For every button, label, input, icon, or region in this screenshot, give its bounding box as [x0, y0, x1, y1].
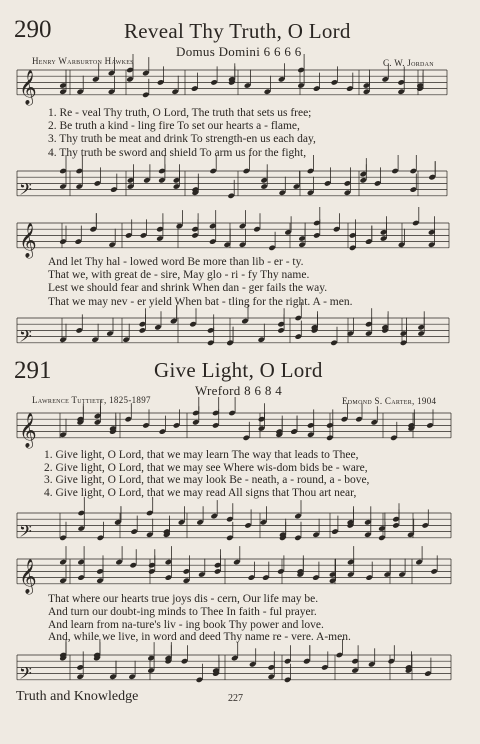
lyrics-block	[48, 256, 352, 309]
hymn-title: Reveal Thy Truth, O Lord	[124, 19, 351, 43]
lyrics-block	[44, 449, 369, 499]
lyric-line: 3. Thy truth be meat and drink To strength-en us each day,	[48, 133, 316, 146]
hymn-title: Give Light, O Lord	[154, 358, 323, 382]
lyrics-block	[48, 107, 316, 160]
lyric-line: 4. Thy truth be sword and shield To arm us for the fight,	[48, 146, 307, 159]
tune-name: Domus Domini 6 6 6 6	[176, 44, 302, 59]
bass-clef-icon: 𝄢	[19, 180, 32, 203]
lyric-line: 1. Re - veal Thy truth, O Lord, The truth that sets us free;	[48, 107, 312, 119]
lyric-line: And learn from na-ture's liv - ing book Thy power and love.	[48, 618, 324, 631]
composer-credit: Edmond S. Carter, 1904	[342, 396, 437, 406]
lyric-line: That where our hearts true joys dis - cern, Our life may be.	[48, 593, 319, 605]
author-credit: Lawrence Tuttiett, 1825-1897	[32, 395, 151, 405]
bass-clef-icon: 𝄢	[19, 522, 32, 545]
treble-clef-icon: 𝄞	[19, 559, 37, 593]
bass-clef-icon: 𝄢	[19, 327, 32, 350]
lyric-line: 3. Give light, O Lord, that we may look Be - neath, a - round, a - bove,	[44, 474, 370, 487]
treble-clef-icon: 𝄞	[19, 70, 37, 104]
treble-clef-icon: 𝄞	[19, 223, 37, 257]
section-title: Truth and Knowledge	[16, 689, 139, 704]
lyric-line: 1. Give light, O Lord, that we may learn The way that leads to Thee,	[44, 449, 359, 461]
lyrics-block	[48, 593, 351, 644]
composer-credit: C. W. Jordan	[383, 58, 434, 68]
author-credit: Henry Warburton Hawkes	[32, 56, 134, 66]
lyric-line: That we may nev - er yield When bat - tling for the right. A - men.	[48, 295, 353, 308]
hymn-number: 291	[14, 357, 52, 384]
hymn-number: 290	[14, 16, 52, 43]
lyric-line: And turn our doubt-ing minds to Thee In faith - ful prayer.	[48, 605, 317, 618]
page-number: 227	[228, 693, 243, 704]
treble-clef-icon: 𝄞	[19, 413, 37, 447]
lyric-line: 2. Give light, O Lord, that we may see Where wis-dom bids be - ware,	[44, 461, 368, 474]
bass-clef-icon: 𝄢	[19, 664, 32, 687]
lyric-line: And let Thy hal - lowed word Be more than lib - er - ty.	[48, 256, 304, 268]
tune-name: Wreford 8 6 8 4	[195, 383, 283, 398]
lyric-line: And, while we live, in word and deed Thy name re - vere. A-men.	[48, 631, 351, 644]
lyric-line: That we, with great de - sire, May glo - ri - fy Thy name.	[48, 269, 310, 282]
lyric-line: 2. Be truth a kind - ling fire To set our hearts a - flame,	[48, 120, 300, 133]
lyric-line: 4. Give light, O Lord, that we may read All signs that Thou art near,	[44, 486, 357, 499]
lyric-line: Lest we should fear and shrink When dan - ger fails the way.	[48, 282, 328, 295]
